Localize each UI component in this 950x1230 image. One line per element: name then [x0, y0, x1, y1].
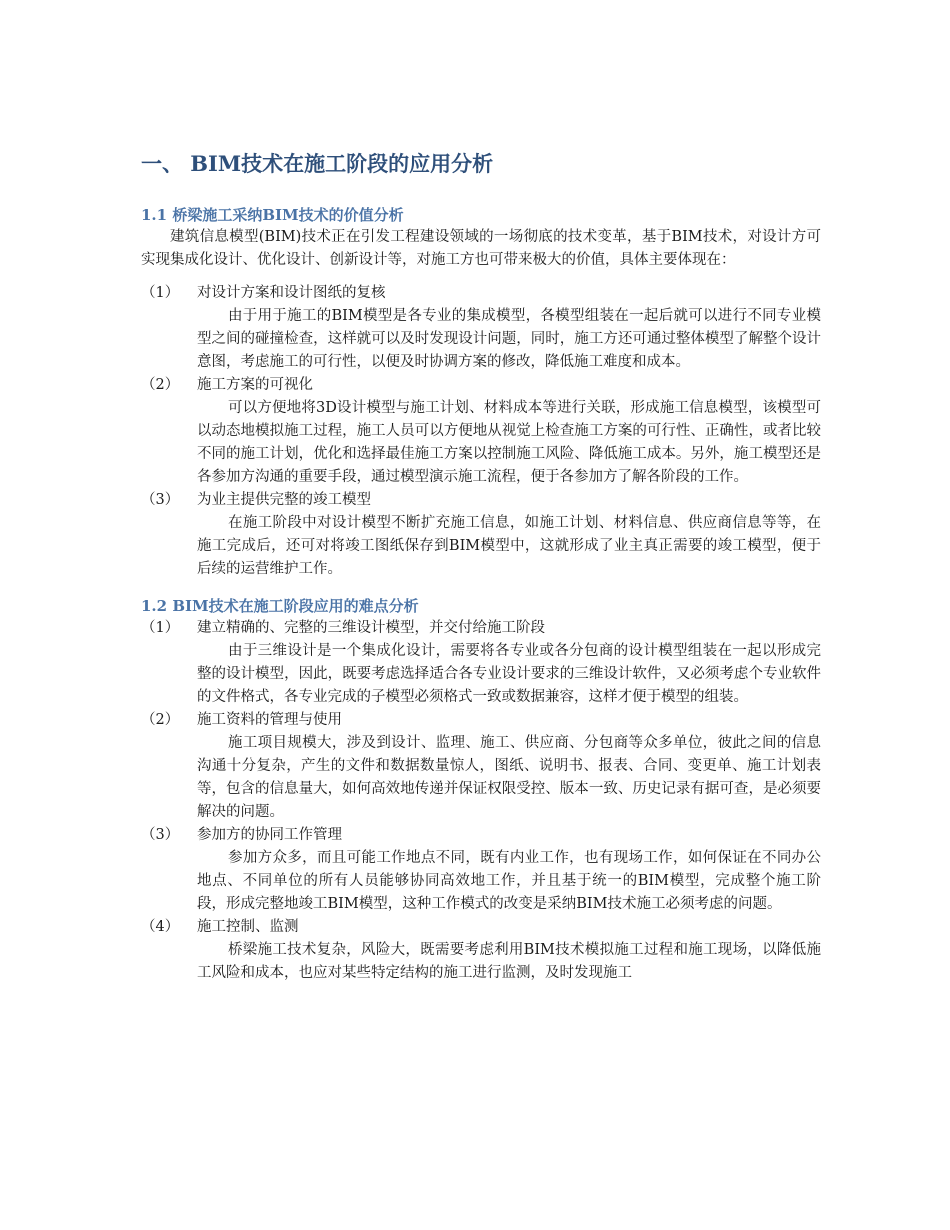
list-item: [141, 617, 821, 709]
item-number: （3）: [141, 492, 180, 508]
item-body: 在施工阶段中对设计模型不断扩充施工信息，如施工计划、材料信息、供应商信息等等，在施工完成后，还可对将竣工图纸保存到BIM模型中，这就形成了业主真正需要的竣工模型，便于后续的运营维护工作。: [197, 515, 821, 577]
item-number: （1）: [141, 620, 180, 636]
document-content: [141, 150, 821, 985]
item-title: 参加方的协同工作管理: [197, 827, 342, 843]
section-1-1-intro: 建筑信息模型(BIM)技术正在引发工程建设领域的一场彻底的技术变革，基于BIM技术，对设计方可实现集成化设计、优化设计、创新设计等，对施工方也可带来极大的价值，具体主要体现在：: [141, 229, 821, 268]
item-body: 参加方众多，而且可能工作地点不同，既有内业工作，也有现场工作，如何保证在不同办公地点、不同单位的所有人员能够协同高效地工作，并且基于统一的BIM模型，完成整个施工阶段，形成完整地竣工BIM模型，这种工作模式的改变是采纳BIM技术施工必须考虑的问题。: [197, 850, 821, 912]
item-title: 对设计方案和设计图纸的复核: [197, 285, 386, 301]
item-title: 施工控制、监测: [197, 919, 299, 935]
item-body: 可以方便地将3D设计模型与施工计划、材料成本等进行关联，形成施工信息模型，该模型可以动态地模拟施工过程，施工人员可以方便地从视觉上检查施工方案的可行性、正确性，或者比较不同的施工计划，优化和选择最佳施工方案以控制施工风险、降低施工成本。另外，施工模型还是各参加方沟通的重要手段，通过模型演示施工流程，便于各参加方了解各阶段的工作。: [197, 400, 821, 485]
list-item: [141, 374, 821, 489]
item-body: 由于三维设计是一个集成化设计，需要将各专业或各分包商的设计模型组装在一起以形成完整的设计模型，因此，既要考虑选择适合各专业设计要求的三维设计软件，又必须考虑个专业软件的文件格式，各专业完成的子模型必须格式一致或数据兼容，这样才便于模型的组装。: [197, 643, 821, 705]
item-body: 桥梁施工技术复杂，风险大，既需要考虑利用BIM技术模拟施工过程和施工现场，以降低施工风险和成本，也应对某些特定结构的施工进行监测，及时发现施工: [197, 942, 821, 981]
item-number: （2）: [141, 712, 180, 728]
section-1-2-title: 1.2 BIM技术在施工阶段应用的难点分析: [141, 597, 419, 615]
item-title: 施工资料的管理与使用: [197, 712, 342, 728]
item-number: （4）: [141, 919, 180, 935]
item-title: 施工方案的可视化: [197, 377, 313, 393]
section-1-1-title: 1.1 桥梁施工采纳BIM技术的价值分析: [141, 206, 404, 224]
list-item: [141, 916, 821, 985]
list-item: [141, 282, 821, 374]
list-item: [141, 824, 821, 916]
item-body: 由于用于施工的BIM模型是各专业的集成模型，各模型组装在一起后就可以进行不同专业模型之间的碰撞检查，这样就可以及时发现设计问题，同时，施工方还可通过整体模型了解整个设计意图，考虑施工的可行性，以便及时协调方案的修改，降低施工难度和成本。: [197, 308, 821, 370]
item-body: 施工项目规模大，涉及到设计、监理、施工、供应商、分包商等众多单位，彼此之间的信息沟通十分复杂，产生的文件和数据数量惊人，图纸、说明书、报表、合同、变更单、施工计划表等，包含的信息量大，如何高效地传递并保证权限受控、版本一致、历史记录有据可查，是必须要解决的问题。: [197, 735, 821, 820]
item-number: （1）: [141, 285, 180, 301]
item-number: （3）: [141, 827, 180, 843]
item-title: 建立精确的、完整的三维设计模型，并交付给施工阶段: [197, 620, 545, 636]
item-number: （2）: [141, 377, 180, 393]
item-title: 为业主提供完整的竣工模型: [197, 492, 371, 508]
chapter-heading: 一、 BIM技术在施工阶段的应用分析: [141, 151, 494, 176]
list-item: [141, 489, 821, 581]
list-item: [141, 709, 821, 824]
